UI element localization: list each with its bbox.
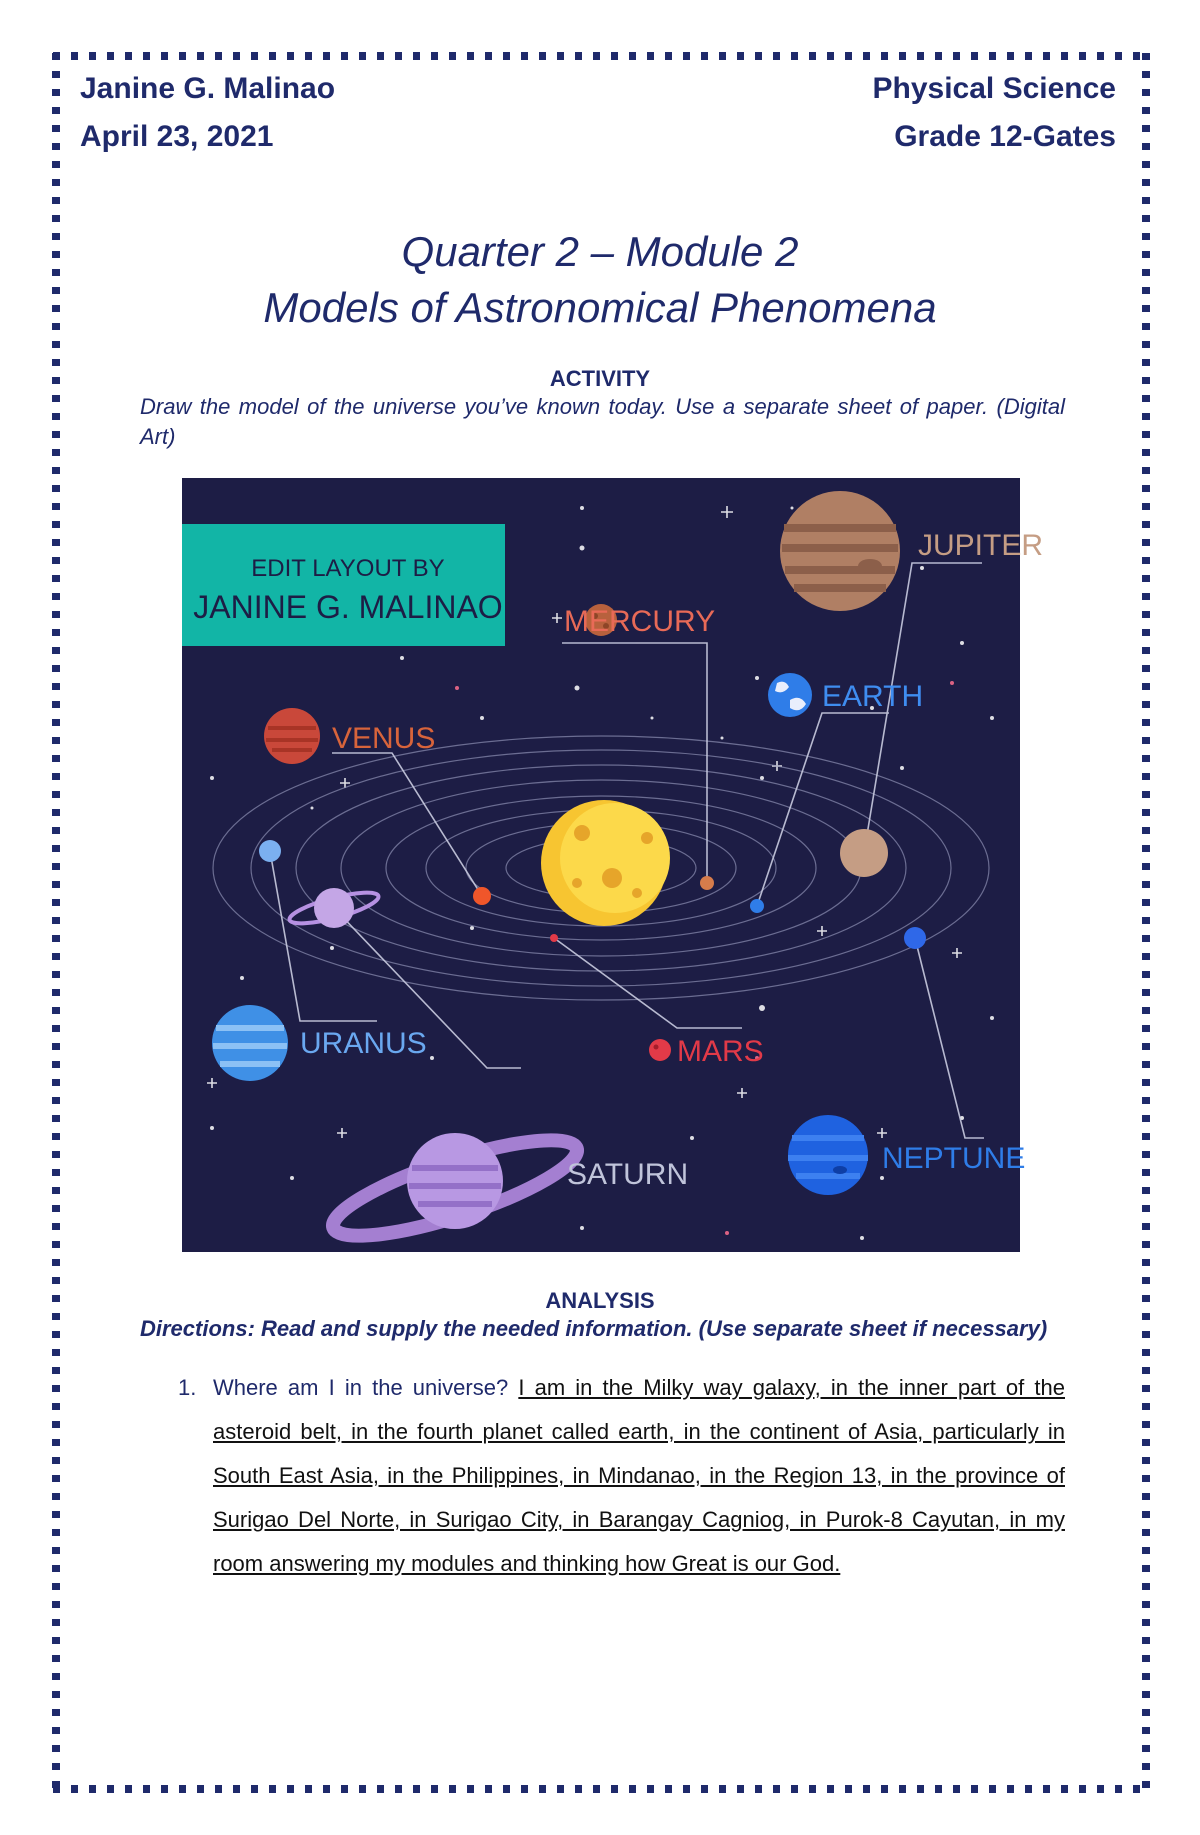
page-border-top: [52, 52, 1150, 60]
module-title: Quarter 2 – Module 2: [401, 228, 799, 275]
credit-banner: [182, 524, 505, 646]
label-jupiter: JUPITER: [918, 529, 1044, 562]
earth-planet: [768, 673, 812, 717]
activity-instruction: Draw the model of the universe you’ve known today. Use a separate sheet of paper. (Digital Art): [140, 394, 1065, 449]
page-border-bottom: [52, 1785, 1150, 1793]
uranus-planet: [212, 1005, 288, 1081]
question-text: Where am I in the universe?: [213, 1375, 509, 1400]
mercury-orbit-dot: [700, 876, 714, 890]
question-1-block: [213, 1366, 1065, 1586]
module-subtitle: Models of Astronomical Phenomena: [263, 284, 937, 331]
neptune-orbit-dot: [904, 927, 926, 949]
label-uranus: URANUS: [300, 1027, 427, 1060]
question-number: 1.: [178, 1375, 197, 1400]
analysis-heading: ANALYSIS: [545, 1288, 655, 1313]
venus-planet: [264, 708, 320, 764]
activity-heading: ACTIVITY: [549, 366, 651, 391]
label-mercury: MERCURY: [564, 605, 716, 638]
answer-text: I am in the Milky way galaxy, in the inner part of the asteroid belt, in the fourth planet called earth, in the continent of Asia, particularly in South East Asia, in the Philippines, in Mindanao, in the Region 13, in the province of Surigao Del Norte, in Surigao City, in Barangay Cagniog, in Purok-8 Cayutan, in my room answering my modules and thinking how Great is our God.: [213, 1375, 1065, 1576]
analysis-directions: Directions: Read and supply the needed information. (Use separate sheet if necessary): [140, 1316, 1048, 1341]
label-saturn: SATURN: [567, 1158, 689, 1191]
uranus-orbit-dot: [259, 840, 281, 862]
label-neptune: NEPTUNE: [882, 1142, 1026, 1175]
subject: Physical Science: [872, 72, 1116, 105]
solar-system-artwork: [182, 478, 1044, 1252]
label-venus: VENUS: [332, 722, 436, 755]
jupiter-planet: [780, 491, 900, 611]
label-earth: EARTH: [822, 680, 924, 713]
banner-line-1: EDIT LAYOUT BY: [251, 555, 445, 582]
venus-orbit-dot: [473, 887, 491, 905]
earth-orbit-dot: [750, 899, 764, 913]
mars-planet: [649, 1039, 671, 1061]
student-name: Janine G. Malinao: [80, 72, 336, 105]
mars-orbit-dot: [550, 934, 558, 942]
label-mars: MARS: [677, 1035, 764, 1068]
date: April 23, 2021: [80, 120, 274, 153]
banner-line-2: JANINE G. MALINAO: [193, 589, 503, 625]
neptune-planet: [788, 1115, 868, 1195]
jupiter-orbit-dot: [840, 829, 888, 877]
grade-section: Grade 12-Gates: [894, 120, 1116, 153]
